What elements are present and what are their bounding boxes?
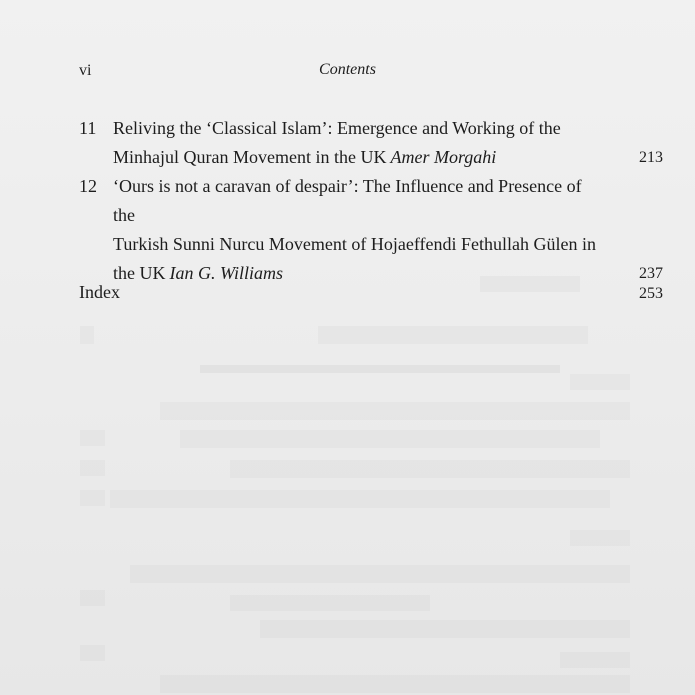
chapter-author: Ian G. Williams <box>169 263 284 283</box>
chapter-title-line: the UK <box>113 263 166 283</box>
chapter-title-line: Turkish Sunni Nurcu Movement of Hojaeffendi Fethullah Gülen in <box>113 234 596 254</box>
index-page-number: 253 <box>639 285 663 302</box>
chapter-title <box>113 114 663 172</box>
page-number: vi <box>79 62 92 79</box>
chapter-page-number: 213 <box>639 149 663 166</box>
chapter-number: 11 <box>79 118 97 138</box>
chapter-title-line: ‘Ours is not a caravan of despair’: The Influence and Presence of the <box>113 176 582 225</box>
running-head: Contents <box>319 61 376 78</box>
chapter-title <box>113 172 663 288</box>
chapter-title-line: Minhajul Quran Movement in the UK <box>113 147 387 167</box>
toc-entry <box>79 114 663 172</box>
chapter-author: Amer Morgahi <box>390 147 497 167</box>
chapter-title-line: Reliving the ‘Classical Islam’: Emergence and Working of the <box>113 118 561 138</box>
chapter-number: 12 <box>79 176 97 196</box>
index-label: Index <box>79 282 120 302</box>
chapter-page-number: 237 <box>639 265 663 282</box>
toc-entry <box>79 172 663 288</box>
